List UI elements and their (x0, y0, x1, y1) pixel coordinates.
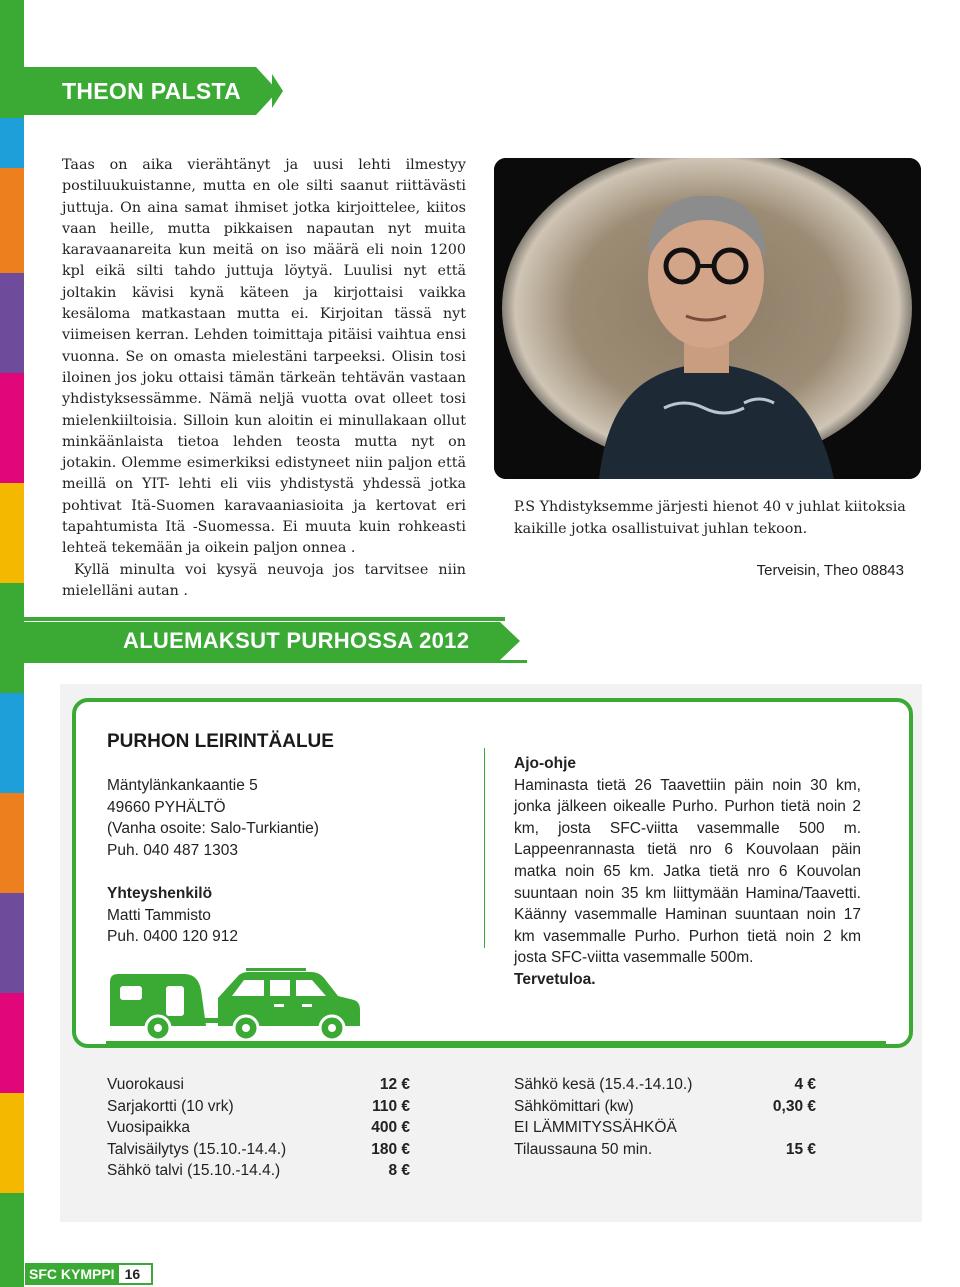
directions-block (514, 753, 861, 991)
contact-phone: Puh. 0400 120 912 (107, 928, 239, 946)
section-rule (0, 660, 527, 663)
price-row: Sarjakortti (10 vrk) 110 € (107, 1097, 410, 1115)
article-header (24, 67, 278, 115)
phone-line: Puh. 040 487 1303 (107, 841, 239, 859)
car-caravan-icon (106, 968, 366, 1048)
page-number: 16 (124, 1266, 141, 1282)
address-line: (Vanha osoite: Salo-Turkiantie) (107, 820, 319, 838)
fees-header (0, 622, 520, 660)
fees-title: ALUEMAKSUT PURHOSSA 2012 (123, 628, 470, 653)
article-paragraph: Kyllä minulta voi kysyä neuvoja jos tarvitsee niin mielelläni autan . (62, 561, 466, 599)
address-line: 49660 PYHÄLTÖ (107, 798, 226, 816)
directions-closing: Tervetuloa. (514, 970, 596, 988)
price-list-right (514, 1074, 816, 1160)
price-row: Sähkö talvi (15.10.-14.4.) 8 € (107, 1162, 410, 1180)
author-photo (494, 158, 921, 479)
ps-note: P.S Yhdistyksemme järjesti hienot 40 v juhlat kiitoksia kaikille jotka osallistuivat juhlan tekoon. (514, 499, 906, 537)
address-line: Mäntylänkankaantie 5 (107, 777, 258, 794)
page-footer (25, 1263, 153, 1285)
price-row: Talvisäilytys (15.10.-14.4.) 180 € (107, 1140, 410, 1158)
price-row: Tilaussauna 50 min. 15 € (514, 1140, 816, 1158)
directions-heading: Ajo-ohje (514, 755, 576, 772)
price-row: EI LÄMMITYSSÄHKÖÄ (514, 1119, 677, 1137)
price-row: Sähkömittari (kw) 0,30 € (514, 1097, 816, 1115)
article-title: THEON PALSTA (62, 77, 242, 104)
address-block (107, 775, 457, 948)
price-row: Vuosipaikka 400 € (107, 1119, 410, 1137)
price-row: Vuorokausi 12 € (107, 1076, 410, 1093)
site-title: PURHON LEIRINTÄALUE (107, 731, 334, 752)
article-body (62, 155, 466, 602)
signature: Terveisin, Theo 08843 (756, 562, 904, 579)
directions-text: Haminasta tietä 26 Taavettiin päin noin 30 km, jonka jälkeen oikealle Purho. Purhon tietä noin 2 km, josta SFC-viitta vasemmalle 500 m. Lappeenrannasta tietä nro 6 Kouvolaan päin matka noin 65 km. Jatka tietä nro 6 Kouvolan suuntaan noin 35 km liittymään Hamina/Taavetti. Käänny vasemmalle Haminan suuntaan noin 17 km vasemmalle Purho. Purhon tietä noin 2 km josta SFC-viitta vasemmalle 500m. (514, 776, 861, 967)
price-row: Sähkö kesä (15.4.-14.10.) 4 € (514, 1076, 816, 1093)
magazine-name: SFC KYMPPI (25, 1265, 119, 1283)
column-divider (484, 748, 485, 948)
contact-name: Matti Tammisto (107, 906, 211, 924)
road-line (106, 1041, 886, 1044)
price-list-left (107, 1074, 410, 1182)
contact-heading: Yhteyshenkilö (107, 884, 213, 902)
article-paragraph: Taas on aika vierähtänyt ja uusi lehti ilmestyy postiluukuistanne, mutta en ole silti saanut riittävästi juttuja. On aina samat ihmiset jotka kirjoittelee, kiitos vaan heille, mutta pikkaisen napautan nyt muita karavaanareita kun meitä on iso määrä eli noin 1200 kpl eikä silti tahdo juttuja löytyä. Luulisi nyt että joltakin kävisi kynä käteen ja kirjottaisi vaikka kesäloma matkastaan mutta ei. Kirjoitan tässä nyt viimeisen kerran. Lehden toimittaja pitäisi vaihtua ensi vuonna. Se on omasta mielestäni tarpeeksi. Olisin tosi iloinen jos joku ottaisi tämän tärkeän tehtävän vastaan yhdistyksessämme. Nämä neljä vuotta ovat olleet tosi mielenkiiltoisia. Silloin kun aloitin ei minullakaan ollut minkäänlaista tietoa lehden teosta mutta nyt on jotakin. Olemme esimerkiksi edistyneet niin paljon että meillä on YIT- lehti eli viis yhdistystä yhdessä jotka pohtivat Itä-Suomen karavaaniasioita ja kertovat eri tapahtumista Itä -Suomessa. Ei muuta kuin rohkeasti lehteä tekemään ja oikein paljon onnea . (62, 157, 466, 557)
section-rule (0, 617, 505, 621)
